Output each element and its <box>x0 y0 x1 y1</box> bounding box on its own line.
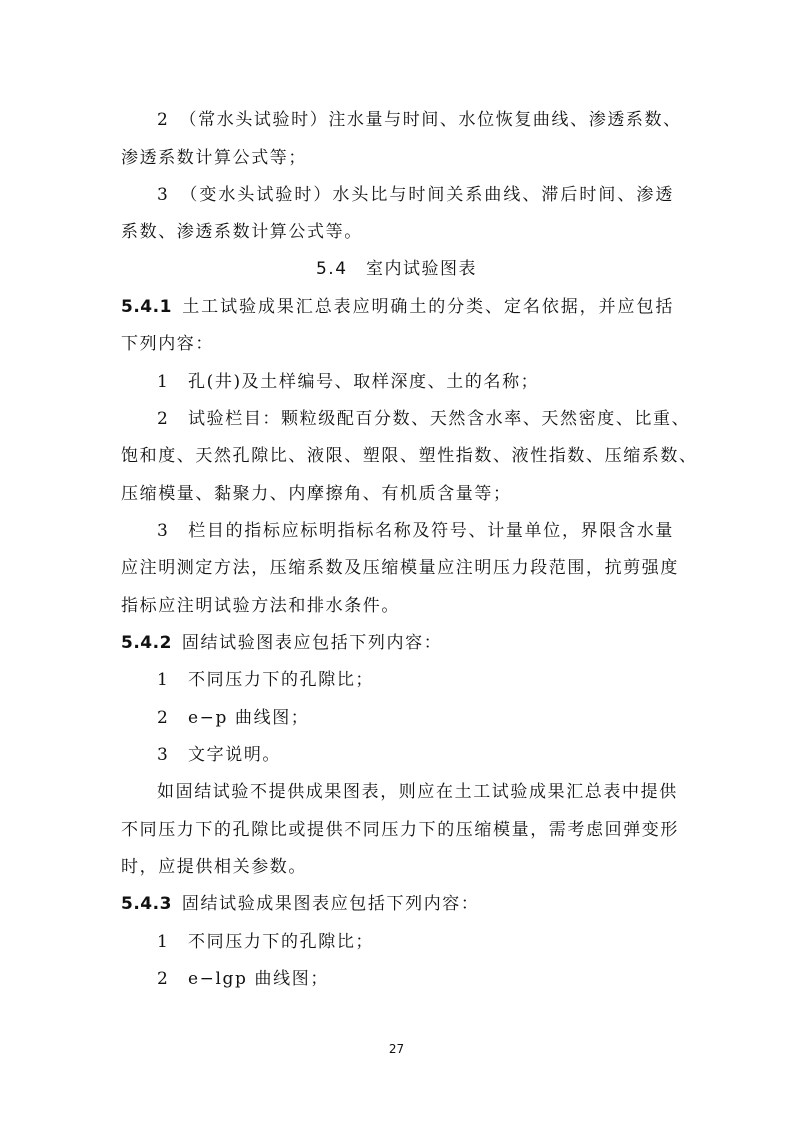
clause-text: 土工试验成果汇总表应明确土的分类、定名依据，并应包括 <box>181 297 674 317</box>
clause-text: 固结试验成果图表应包括下列内容： <box>181 894 480 914</box>
clause-number: 5.4.1 <box>121 297 172 317</box>
list-item: 2 试验栏目：颗粒级配百分数、天然含水率、天然密度、比重、 <box>157 409 691 429</box>
page-number: 27 <box>388 1042 405 1056</box>
clause-line: 下列内容： <box>121 334 214 354</box>
paragraph-line: 系数、渗透系数计算公式等。 <box>121 222 363 242</box>
clause-line <box>121 297 674 317</box>
list-item: 1 不同压力下的孔隙比； <box>157 670 375 690</box>
list-item: 3 文字说明。 <box>157 745 282 765</box>
clause-text: 固结试验图表应包括下列内容： <box>181 633 443 653</box>
paragraph-line: 渗透系数计算公式等； <box>121 148 307 168</box>
list-item: 3 栏目的指标应标明指标名称及符号、计量单位，界限含水量 <box>157 521 674 541</box>
note-line: 时，应提供相关参数。 <box>121 857 307 877</box>
list-item: 2 e−p 曲线图； <box>157 708 310 728</box>
paragraph-line: 2 （常水头试验时）注水量与时间、水位恢复曲线、渗透系数、 <box>157 110 682 130</box>
list-item-continuation: 指标应注明试验方法和排水条件。 <box>121 596 400 616</box>
list-item-continuation: 压缩模量、黏聚力、内摩擦角、有机质含量等； <box>121 484 512 504</box>
list-item-continuation: 饱和度、天然孔隙比、液限、塑限、塑性指数、液性指数、压缩系数、 <box>121 446 698 466</box>
list-item: 1 孔(井)及土样编号、取样深度、土的名称； <box>157 372 540 392</box>
list-item: 2 e−lgp 曲线图； <box>157 969 329 989</box>
list-item: 1 不同压力下的孔隙比； <box>157 932 375 952</box>
section-heading: 5.4 室内试验图表 <box>315 259 478 279</box>
clause-line <box>121 894 480 914</box>
paragraph-line: 3 （变水头试验时）水头比与时间关系曲线、滞后时间、渗透 <box>157 185 674 205</box>
list-item-continuation: 应注明测定方法，压缩系数及压缩模量应注明压力段范围，抗剪强度 <box>121 558 679 578</box>
clause-line <box>121 633 442 653</box>
clause-number: 5.4.3 <box>121 894 172 914</box>
note-line: 如固结试验不提供成果图表，则应在土工试验成果汇总表中提供 <box>157 782 678 802</box>
note-line: 不同压力下的孔隙比或提供不同压力下的压缩模量，需考虑回弹变形 <box>121 820 679 840</box>
clause-number: 5.4.2 <box>121 633 172 653</box>
